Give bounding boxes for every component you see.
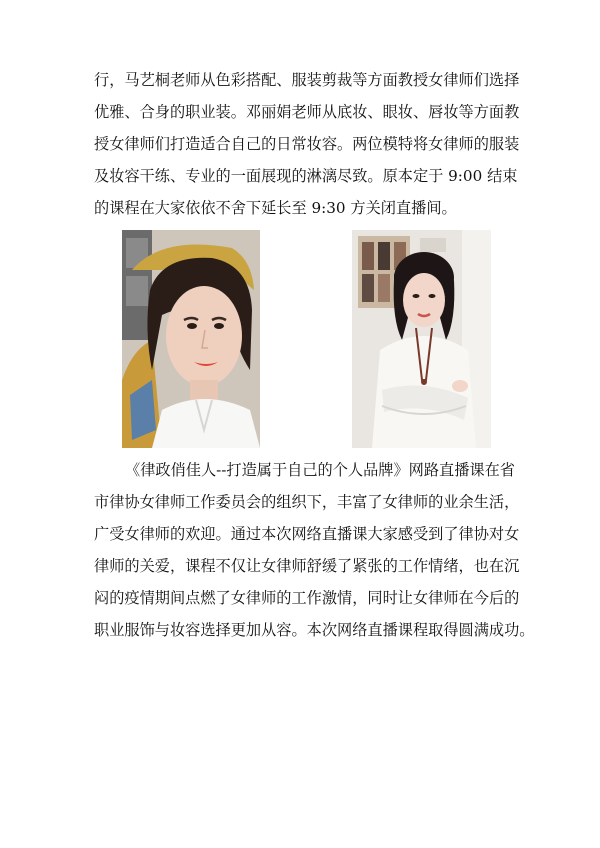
text-line: 市律协女律师工作委员会的组织下，丰富了女律师的业余生活， xyxy=(94,493,520,511)
text-line: 闷的疫情期间点燃了女律师的工作激情，同时让女律师在今后的 xyxy=(94,589,520,607)
text-line: 及妆容干练、专业的一面展现的淋漓尽致。原本定于 9:00 结束 xyxy=(94,167,518,185)
text-line: 的课程在大家依依不舍下延长至 9:30 方关闭直播间。 xyxy=(94,199,457,217)
paragraph-2 xyxy=(94,454,535,646)
paragraph-1 xyxy=(94,64,524,224)
text-line: 广受女律师的欢迎。通过本次网络直播课大家感受到了律协对女 xyxy=(94,525,520,543)
text-line: 授女律师们打造适合自己的日常妆容。两位模特将女律师的服装 xyxy=(94,135,520,153)
portrait-photo-left xyxy=(122,230,260,448)
text-line: 优雅、合身的职业装。邓丽娟老师从底妆、眼妆、唇妆等方面教 xyxy=(94,103,520,121)
text-line: 职业服饰与妆容选择更加从容。本次网络直播课程取得圆满成功。 xyxy=(94,621,535,639)
text-line: 行，马艺桐老师从色彩搭配、服装剪裁等方面教授女律师们选择 xyxy=(94,71,520,89)
portrait-photo-right xyxy=(352,230,491,448)
text-line: 律师的关爱，课程不仅让女律师舒缓了紧张的工作情绪，也在沉 xyxy=(94,557,520,575)
text-line: 《律政俏佳人--打造属于自己的个人品牌》网路直播课在省 xyxy=(125,461,515,479)
